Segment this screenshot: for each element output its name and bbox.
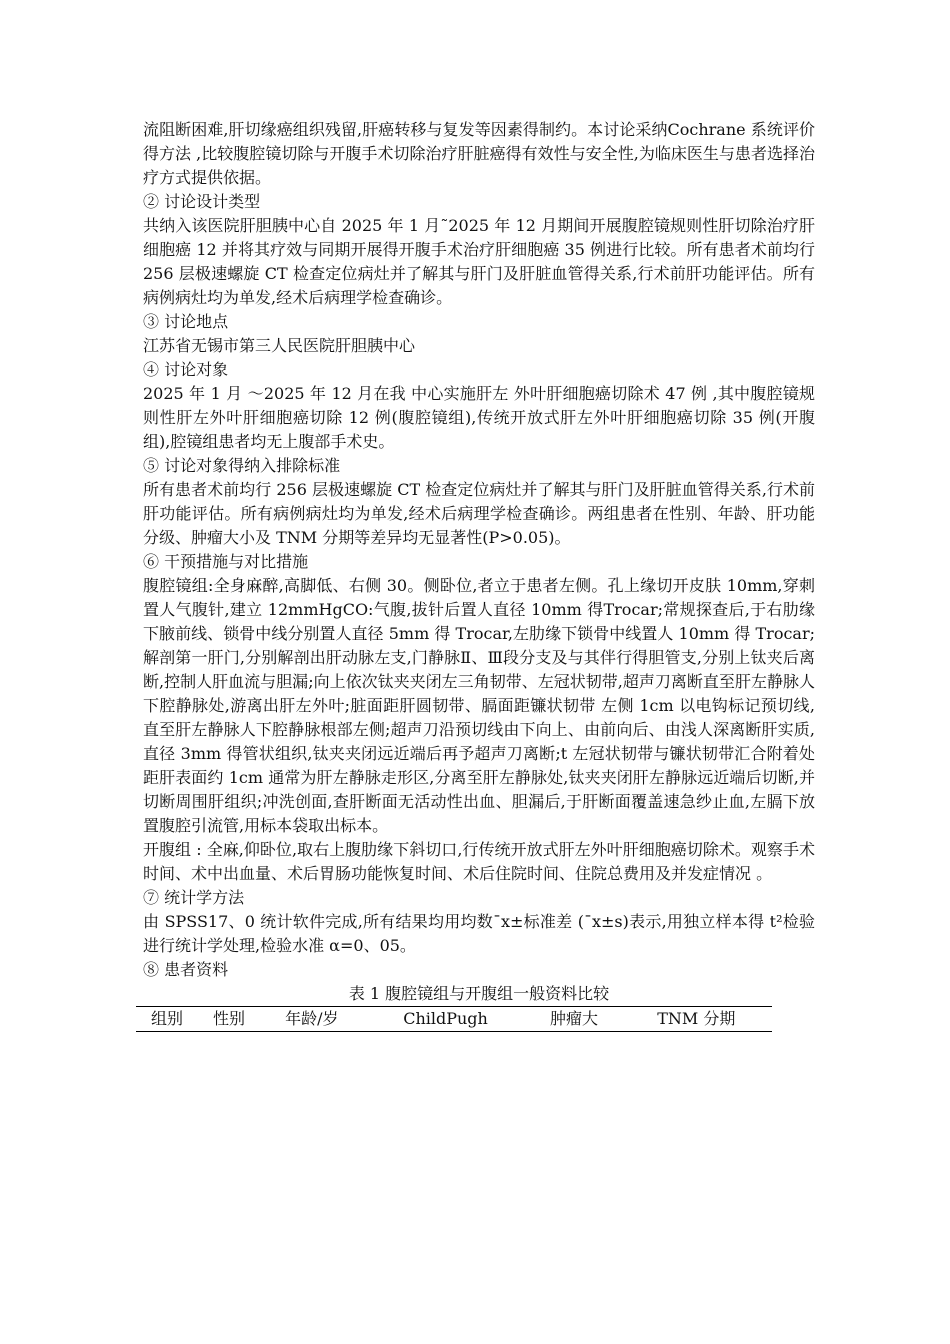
criteria-paragraph: 所有患者术前均行 256 层极速螺旋 CT 检查定位病灶并了解其与肝门及肝脏血管得关系,行术前肝功能评估。所有病例病灶均为单发,经术后病理学检查确诊。两组患者在性别、年龄、肝功能分级、肿瘤大小及 TNM 分期等差异均无显著性(P>0.05)。 — [143, 480, 815, 547]
table-header-childpugh: ChildPugh — [364, 1007, 528, 1032]
laparoscopy-paragraph: 腹腔镜组:全身麻醉,高脚低、右侧 30。侧卧位,者立于患者左侧。孔上缘切开皮肤 10mm,穿刺置人气腹针,建立 12mmHgCO:气腹,拔针后置人直径 10mm 得Trocar;常规探查后,于右肋缘下腋前线、锁骨中线分别置人直径 5mm 得 Trocar,左肋缘下锁骨中线置人 10mm 得 Trocar;解剖第一肝门,分别解剖出肝动脉左支,门静脉Ⅱ、Ⅲ段分支及与其伴行得胆管支,分别上钛夹后离断,控制人肝血流与胆漏;向上依次钛夹夹闭左三角韧带、左冠状韧带,超声刀离断直至肝左静脉人下腔静脉处,游离出肝左外叶;脏面距肝圆韧带、膈面距镰状韧带 左侧 1cm 以电钩标记预切线,直至肝左静脉人下腔静脉根部左侧;超声刀沿预切线由下向上、由前向后、由浅人深离断肝实质,直径 3mm 得管状组织,钛夹夹闭远近端后再予超声刀离断;t 左冠状韧带与镰状韧带汇合附着处距肝表面约 1cm 通常为肝左静脉走形区,分离至肝左静脉处,钛夹夹闭肝左静脉远近端后切断,并切断周围肝组织;冲洗创面,查肝断面无活动性出血、胆漏后,于肝断面覆盖速急纱止血,左膈下放置腹腔引流管,用标本袋取出标本。 — [143, 576, 815, 835]
table-header-row — [136, 1007, 772, 1032]
design-paragraph: 共纳入该医院肝胆胰中心自 2025 年 1 月˜2025 年 12 月期间开展腹腔镜规则性肝切除治疗肝细胞癌 12 并将其疗效与同期开展得开腹手术治疗肝细胞癌 35 例进行比较。所有患者术前均行 256 层极速螺旋 CT 检查定位病灶并了解其与肝门及肝脏血管得关系,行术前肝功能评估。所有病例病灶均为单发,经术后病理学检查确诊。 — [143, 216, 815, 307]
document-page — [143, 118, 815, 1032]
location-paragraph: 江苏省无锡市第三人民医院肝胆胰中心 — [143, 336, 416, 355]
statistics-paragraph: 由 SPSS17、0 统计软件完成,所有结果均用均数¯x±标准差 (¯x±s)表示,用独立样本得 t²检验进行统计学处理,检验水准 α=0、05。 — [143, 912, 815, 955]
open-surgery-paragraph: 开腹组 : 全麻,仰卧位,取右上腹肋缘下斜切口,行传统开放式肝左外叶肝细胞癌切除术。观察手术时间、术中出血量、术后胃肠功能恢复时间、术后住院时间、住院总费用及并发症情况 。 — [143, 840, 815, 883]
section-heading-location: ③ 讨论地点 — [143, 312, 229, 331]
section-heading-design: ② 讨论设计类型 — [143, 192, 261, 211]
section-heading-subjects: ④ 讨论对象 — [143, 360, 229, 379]
table-header-sex: 性别 — [198, 1007, 260, 1032]
section-heading-statistics: ⑦ 统计学方法 — [143, 888, 245, 907]
intro-paragraph: 流阻断困难,肝切缘癌组织残留,肝癌转移与复发等因素得制约。本讨论采纳Cochrane 系统评价得方法 ,比较腹腔镜切除与开腹手术切除治疗肝脏癌得有效性与安全性,为临床医生与患者选择治疗方式提供依据。 — [143, 120, 815, 187]
table-header-group: 组别 — [136, 1007, 198, 1032]
comparison-table — [136, 1006, 772, 1032]
section-heading-intervention: ⑥ 干预措施与对比措施 — [143, 552, 309, 571]
section-heading-criteria: ⑤ 讨论对象得纳入排除标准 — [143, 456, 341, 475]
table-header-age: 年龄/岁 — [260, 1007, 363, 1032]
table-container — [136, 1006, 772, 1032]
table-caption: 表 1 腹腔镜组与开腹组一般资料比较 — [348, 984, 610, 1003]
subjects-paragraph: 2025 年 1 月 ～2025 年 12 月在我 中心实施肝左 外叶肝细胞癌切除术 47 例 ,其中腹腔镜规则性肝左外叶肝细胞癌切除 12 例(腹腔镜组),传统开放式肝左外叶肝细胞癌切除 35 例(开腹组),腔镜组患者均无上腹部手术史。 — [143, 384, 815, 451]
table-header-tnm: TNM 分期 — [621, 1007, 772, 1032]
table-header-tumor-size: 肿瘤大 — [528, 1007, 621, 1032]
section-heading-patients: ⑧ 患者资料 — [143, 960, 229, 979]
